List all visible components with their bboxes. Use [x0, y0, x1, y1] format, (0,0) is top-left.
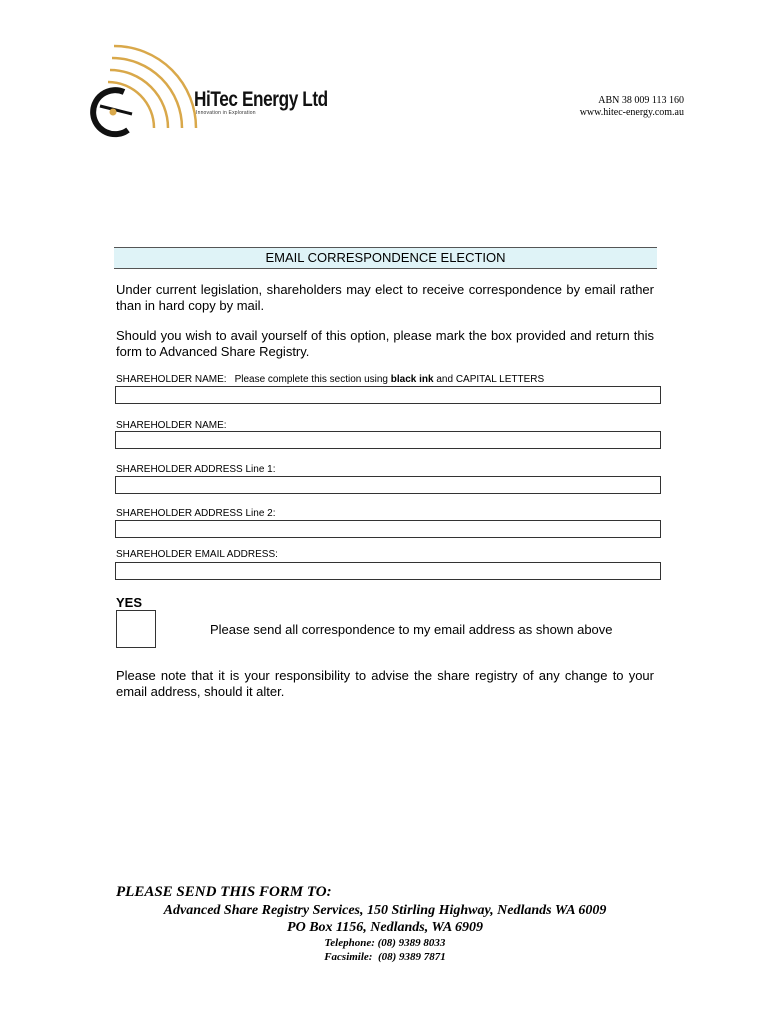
yes-checkbox[interactable]	[116, 610, 156, 648]
note-paragraph: Please note that it is your responsibility to advise the share registry of any change to your email address, should it alter.	[116, 668, 654, 699]
email-address-field[interactable]	[115, 562, 661, 580]
address-line-2-field[interactable]	[115, 520, 661, 538]
field-label-shareholder-name-2: SHAREHOLDER NAME:	[116, 420, 227, 431]
intro-paragraph: Under current legislation, shareholders may elect to receive correspondence by email rather than in hard copy by mail.	[116, 282, 654, 313]
address-line-1-field[interactable]	[115, 476, 661, 494]
company-details	[580, 95, 684, 119]
abn-number: ABN 38 009 113 160	[598, 95, 684, 106]
hint-suffix: and CAPITAL LETTERS	[433, 374, 545, 385]
footer-address-line-2: PO Box 1156, Nedlands, WA 6909	[287, 920, 483, 935]
shareholder-name-field-2[interactable]	[115, 431, 661, 449]
yes-label: YES	[116, 595, 143, 610]
field-label-address-line-2: SHAREHOLDER ADDRESS Line 2:	[116, 508, 276, 519]
shareholder-name-field-1[interactable]	[115, 386, 661, 404]
form-title: EMAIL CORRESPONDENCE ELECTION	[114, 247, 657, 269]
field-label-text: SHAREHOLDER NAME:	[116, 374, 227, 385]
footer-heading: PLEASE SEND THIS FORM TO:	[116, 884, 332, 900]
footer-telephone: Telephone: (08) 9389 8033	[324, 937, 446, 949]
footer-facsimile: Facsimile: (08) 9389 7871	[324, 951, 446, 963]
field-label-address-line-1: SHAREHOLDER ADDRESS Line 1:	[116, 464, 276, 475]
instruction-paragraph: Should you wish to avail yourself of this option, please mark the box provided and return this form to Advanced Share Registry.	[116, 328, 654, 359]
field-label-shareholder-name-1	[116, 374, 544, 386]
hint-bold: black ink	[390, 374, 434, 385]
field-label-email-address: SHAREHOLDER EMAIL ADDRESS:	[116, 549, 278, 560]
footer-address-line-1: Advanced Share Registry Services, 150 Stirling Highway, Nedlands WA 6009	[163, 903, 607, 918]
checkbox-description: Please send all correspondence to my email address as shown above	[210, 622, 613, 637]
company-tagline: Innovation in Exploration	[196, 110, 256, 116]
company-website: www.hitec-energy.com.au	[579, 107, 684, 118]
field-hint	[235, 374, 545, 385]
hint-prefix: Please complete this section using	[234, 374, 391, 385]
company-name: HiTec Energy Ltd	[194, 88, 328, 111]
